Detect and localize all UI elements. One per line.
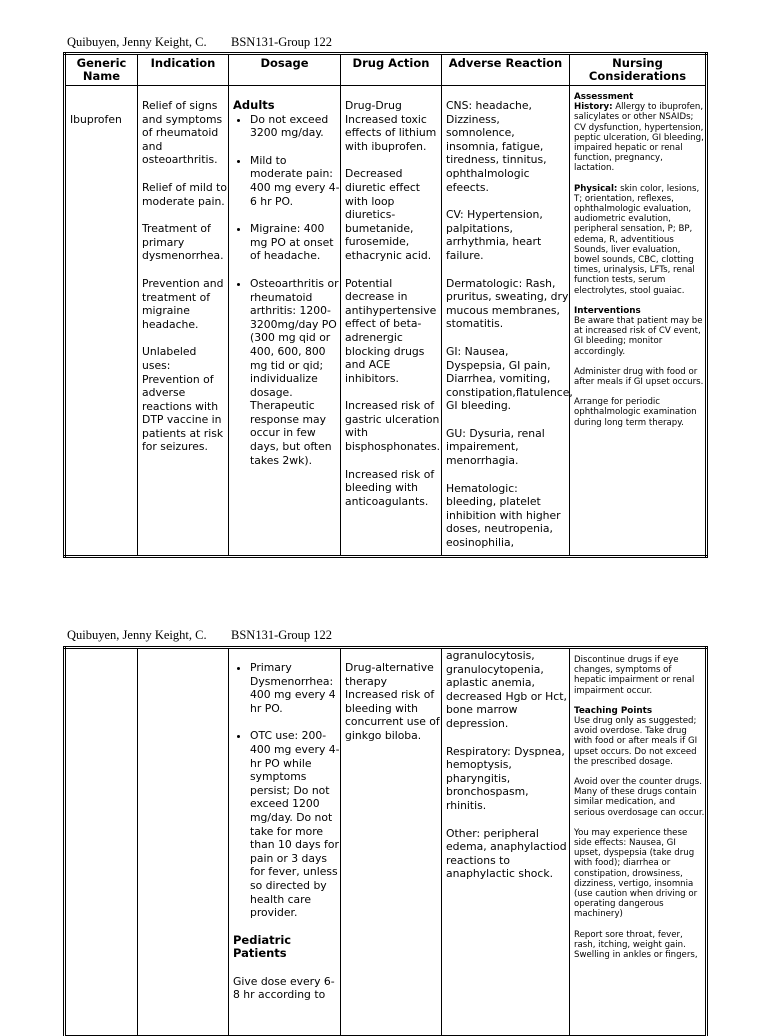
adverse-reaction-item: CNS: headache, Dizziness, somnolence, insomnia, fatigue, tiredness, tinnitus, ophthalmologic efeects. [446,99,547,194]
teaching-point: You may experience these side effects: Nausea, GI upset, dyspepsia (take drug with food); diarrhea or constipation, drowsiness, dizziness, vertigo, insomnia (use caution when driving or operating dangerous machinery) [574,827,698,920]
col-header-drug-action: Drug Action [341,54,442,86]
dosage-item: • Mild to moderate pain: 400 mg every 4-6 hr PO. [250,154,340,208]
drug-action-item: Increased risk of gastric ulceration with bisphosphonates. [345,399,441,454]
indication-item: Treatment of primary dysmenorrhea. [142,222,224,263]
col-header-nursing-considerations: Nursing Considerations [570,54,707,86]
table-header-row [65,54,707,86]
physical-text: skin color, lesions, T; orientation, reflexes, ophthalmologic evaluation, audiometric evalution, peripheral sensation, P; BP, edema, R, adventitious Sounds, liver evaluation, bowel sounds, CBC, clotting times, urinalysis, LFTs, renal function tests, serum electrolytes, stool guaiac. [574,183,700,296]
intervention-item: Administer drug with food or after meals if GI upset occurs. [574,366,704,388]
col-header-indication: Indication [138,54,229,86]
col-header-adverse-reaction: Adverse Reaction [442,54,570,86]
page1-header-group: BSN131-Group 122 [231,35,333,49]
drug-table-page1 [63,52,708,558]
intervention-item: Be aware that patient may be at increased risk of CV event, GI bleeding; monitor accordingly. [574,316,703,357]
drug-action-item: Decreased diuretic effect with loop diuretics-bumetanide, furosemide, ethacrynic acid. [345,167,432,262]
drug-action-item: Drug-Drug Increased toxic effects of lithium with ibuprofen. [345,99,437,153]
dosage-item: • Primary Dysmenorrhea: 400 mg every 4 hr PO. [250,661,340,715]
dosage-cell [229,86,341,557]
dosage-heading-adults: Adults [233,98,275,112]
drug-action-item: Drug-alternative therapy Increased risk of bleeding with concurrent use of ginkgo biloba. [345,661,440,742]
adverse-reaction-item: Hematologic: bleeding, platelet inhibition with higher doses, neutropenia, eosinophilia, [446,481,561,550]
adverse-reaction-item: GI: Nausea, Dyspepsia, GI pain, Diarrhea, vomiting, constipation,flatulence, GI bleeding. [446,344,573,413]
teaching-point: Report sore throat, fever, rash, itching, weight gain. Swelling in ankles or fingers, [574,929,698,961]
pediatric-dosage-text: Give dose every 6-8 hr according to [233,974,335,1002]
drug-action-item: Increased risk of bleeding with anticoagulants. [345,467,435,508]
nursing-considerations-cell [570,648,707,1036]
dosage-item: • Osteoarthritis or rheumatoid arthritis: 1200-3200mg/day PO (300 mg qid or 400, 600, 800 mg tid or qid; individualize dosage. Therapeutic response may occur in few days, but often takes 2wk). [250,277,340,467]
drug-table-page2 [63,646,708,1036]
dosage-heading-pediatric: Pediatric Patients [233,932,292,961]
dosage-list [233,661,340,920]
table-row [65,86,707,557]
teaching-points-title: Teaching Points [574,705,653,716]
dosage-item: • Migraine: 400 mg PO at onset of headache. [250,222,340,263]
col-header-generic-name: Generic Name [65,54,138,86]
teaching-point: Use drug only as suggested; avoid overdose. Take drug with food or after meals if GI upset occurs. Do not exceed the prescribed dosage. [574,716,698,767]
dosage-item: • Do not exceed 3200 mg/day. [250,113,340,140]
adverse-reaction-cell [442,86,573,557]
page2-header-author: Quibuyen, Jenny Keight, C. [67,628,207,642]
col-header-dosage: Dosage [229,54,341,86]
history-label: History: [574,102,613,113]
interventions-title: Interventions [574,305,641,316]
indication-item: Unlabeled uses: Prevention of adverse reactions with DTP vaccine in patients at risk for seizures. [142,345,224,454]
history-text: Allergy to ibuprofen, salicylates or other NSAIDs; CV dysfunction, hypertension, peptic ulceration, GI bleeding, impaired hepatic or renal function, pregnancy, lactation. [574,102,704,174]
drug-action-cell [341,86,442,557]
generic-name-cell [65,648,138,1036]
intervention-item: Arrange for periodic ophthalmologic examination during long term therapy. [574,397,697,428]
dosage-item: • OTC use: 200-400 mg every 4-hr PO while symptoms persist; Do not exceed 1200 mg/day. Do not take for more than 10 days for pain or 3 days for fever, unless so directed by health care provider. [250,729,340,919]
drug-action-item: Potential decrease in antihypertensive effect of beta-adrenergic blocking drugs and ACE inhibitors. [345,276,437,385]
adverse-reaction-cell [442,648,570,1036]
indication-cell [138,648,229,1036]
adverse-reaction-item: Dermatologic: Rash, pruritus, sweating, dry mucous membranes, stomatitis. [446,276,569,331]
generic-name: Ibuprofen [70,113,122,126]
generic-name-cell [65,86,138,557]
adverse-reaction-item: Respiratory: Dyspnea, hemoptysis, pharyngitis, bronchospasm, rhinitis. [446,744,565,812]
indication-cell [138,86,229,557]
table-row [65,648,707,1036]
physical-label: Physical: [574,183,618,194]
adverse-reaction-item: CV: Hypertension, palpitations, arrhythmia, heart failure. [446,208,543,262]
assessment-title: Assessment [574,92,634,102]
dosage-list [233,113,340,468]
indication-item: Relief of signs and symptoms of rheumatoid and osteoarthritis. [142,99,223,167]
nursing-considerations-cell [570,86,707,557]
teaching-point: Avoid over the counter drugs. Many of these drugs contain similar medication, and serious overdosage can occur. [574,777,705,818]
adverse-reaction-item: Other: peripheral edema, anaphylactiod reactions to anaphylactic shock. [446,826,567,881]
indication-item: Prevention and treatment of migraine headache. [142,276,224,331]
nursing-intro: Discontinue drugs if eye changes, symptoms of hepatic impairment or renal impairment occur. [574,655,695,696]
page1-header-author: Quibuyen, Jenny Keight, C. [67,35,207,49]
indication-item: Relief of mild to moderate pain. [142,180,228,208]
adverse-reaction-item: GU: Dysuria, renal impairement, menorrhagia. [446,426,545,468]
dosage-cell [229,648,341,1036]
drug-action-cell [341,648,442,1036]
page2-header-group: BSN131-Group 122 [231,628,333,642]
adverse-reaction-item: agranulocytosis, granulocytopenia, aplastic anemia, decreased Hgb or Hct, bone marrow depression. [446,649,567,730]
